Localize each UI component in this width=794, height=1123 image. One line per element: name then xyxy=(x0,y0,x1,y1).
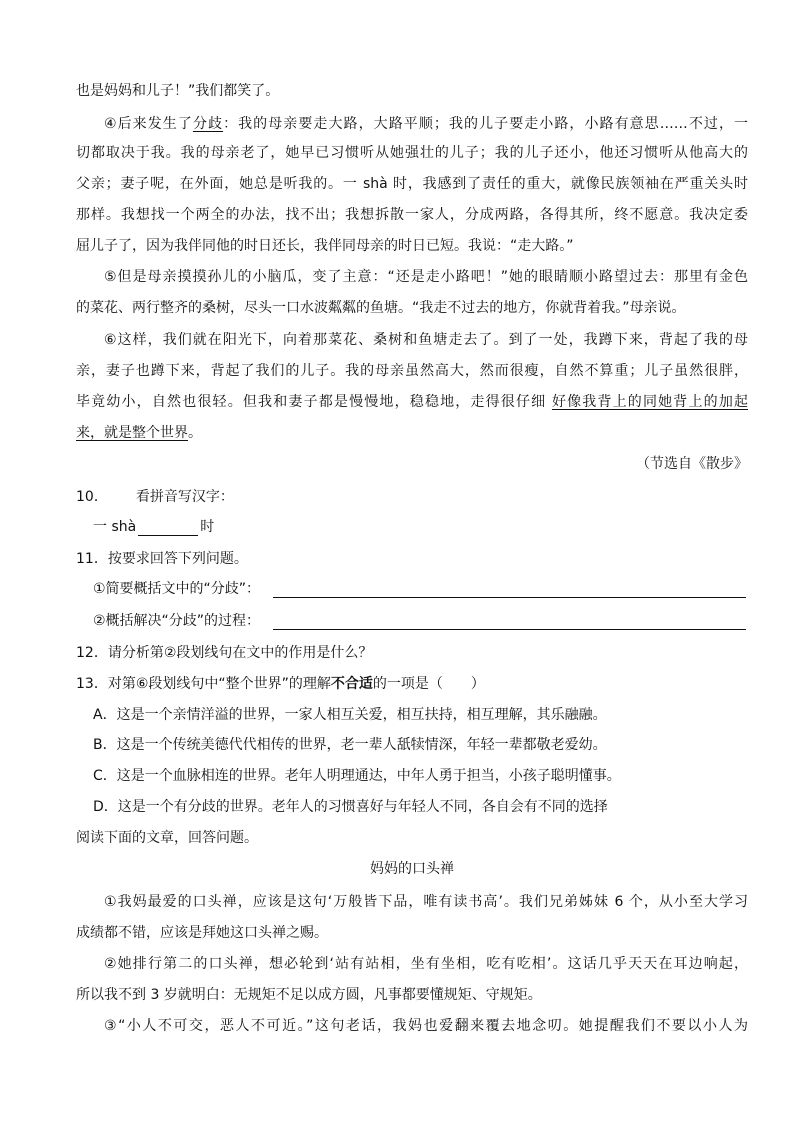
article-paragraph-1-line-1: ①我妈最爱的口头禅，应该是这句‘万般皆下品，唯有读书高’。我们兄弟姊妹 6 个，从小至大学习 xyxy=(104,894,748,910)
article-paragraph-1-line-2: 成绩都不错，应该是拜她这口头禅之赐。 xyxy=(76,925,328,941)
reading-instruction: 阅读下面的文章，回答问题。 xyxy=(76,830,258,846)
emphasis-not-appropriate: 不合适 xyxy=(330,676,373,692)
question-11-part-2: ②概括解决“分歧”的过程： xyxy=(93,613,261,629)
article-paragraph-2-line-1: ②她排行第二的口头禅，想必轮到‘站有站相，坐有坐相，吃有吃相’。这话几乎天天在耳边响起， xyxy=(104,956,748,972)
answer-blank-10[interactable] xyxy=(138,521,198,536)
paragraph-number-4: ④ xyxy=(104,116,118,132)
option-c[interactable]: C．这是一个血脉相连的世界。老年人明理通达，中年人勇于担当，小孩子聪明懂事。 xyxy=(93,768,621,784)
paragraph-5-line-1: ⑤但是母亲摸摸孙儿的小脑瓜，变了主意：“还是走小路吧！”她的眼睛顺小路望过去：那里有金色 xyxy=(104,269,748,285)
paragraph-6-line-4: 来，就是整个世界。 xyxy=(76,425,202,441)
paragraph-6-line-3: 毕竟幼小，自然也很轻。但我和妻子都是慢慢地，稳稳地，走得很仔细 好像我背上的同她背上的加起 xyxy=(76,394,748,410)
paragraph-4-line-4: 那样。我想找一个两全的办法，找不出；我想拆散一家人，分成两路，各得其所，终不愿意。我决定委 xyxy=(76,207,748,223)
article-title: 妈妈的口头禅 xyxy=(370,861,454,877)
paragraph-4-line-5: 屈儿子了，因为我伴同他的时日还长，我伴同母亲的时日已短。我说：“走大路。” xyxy=(76,238,574,254)
question-10: 10． 看拼音写汉字： xyxy=(76,489,234,505)
question-11: 11．按要求回答下列问题。 xyxy=(76,551,248,567)
paragraph-6-line-2: 亲，妻子也蹲下来，背起了我们的儿子。我的母亲虽然高大，然而很瘦，自然不算重；儿子虽然很胖， xyxy=(76,363,748,379)
paragraph-5-line-2: 的菜花、两行整齐的桑树，尽头一口水波粼粼的鱼塘。“我走不过去的地方，你就背着我。”母亲说。 xyxy=(76,300,686,316)
underlined-term-fenqi: 分歧 xyxy=(192,116,224,132)
option-d[interactable]: D．这是一个有分歧的世界。老年人的习惯喜好与年轻人不同，各自会有不同的选择 xyxy=(93,799,608,815)
question-10-fill-line: 一 shà 时 xyxy=(93,519,215,535)
option-b[interactable]: B．这是一个传统美德代代相传的世界，老一辈人舐犊情深，年轻一辈都敬老爱幼。 xyxy=(93,737,607,753)
question-10-number: 10． xyxy=(76,489,108,505)
question-13: 13．对第⑥段划线句中“整个世界”的理解不合适的一项是（ ） xyxy=(76,676,485,692)
question-11-part-1: ①简要概括文中的“分歧”： xyxy=(93,581,261,597)
paragraph-3-tail: 也是妈妈和儿子！”我们都笑了。 xyxy=(76,83,280,99)
article-paragraph-2-line-2: 所以我不到 3 岁就明白：无规矩不足以成方圆，凡事都要懂规矩、守规矩。 xyxy=(76,987,542,1003)
paragraph-4-line-3: 父亲；妻子呢，在外面，她总是听我的。一 shà 时，我感到了责任的重大，就像民族领袖在严重关头时 xyxy=(76,176,748,192)
underlined-sentence-part-2: 来，就是整个世界 xyxy=(76,425,188,441)
article-paragraph-3-line-1: ③“小人不可交，恶人不可近。”这句老话，我妈也爱翻来覆去地念叨。她提醒我们不要以小人为 xyxy=(104,1018,748,1034)
answer-blank-11-2[interactable] xyxy=(273,629,746,630)
answer-blank-11-1[interactable] xyxy=(273,597,746,598)
option-a[interactable]: A．这是一个亲情洋溢的世界，一家人相互关爱，相互扶持，相互理解，其乐融融。 xyxy=(93,707,607,723)
question-12: 12．请分析第②段划线句在文中的作用是什么？ xyxy=(76,645,373,661)
paragraph-4-line-1: ④后来发生了分歧：我的母亲要走大路，大路平顺；我的儿子要走小路，小路有意思……不过，一 xyxy=(104,116,748,132)
source-citation: （节选自《散步》 xyxy=(636,456,748,472)
underlined-sentence-part-1: 好像我背上的同她背上的加起 xyxy=(551,394,748,410)
paragraph-6-line-1: ⑥这样，我们就在阳光下，向着那菜花、桑树和鱼塘走去了。到了一处，我蹲下来，背起了我的母 xyxy=(104,332,748,348)
paragraph-4-line-2: 切都取决于我。我的母亲老了，她早已习惯听从她强壮的儿子；我的儿子还小，他还习惯听从他高大的 xyxy=(76,145,748,161)
